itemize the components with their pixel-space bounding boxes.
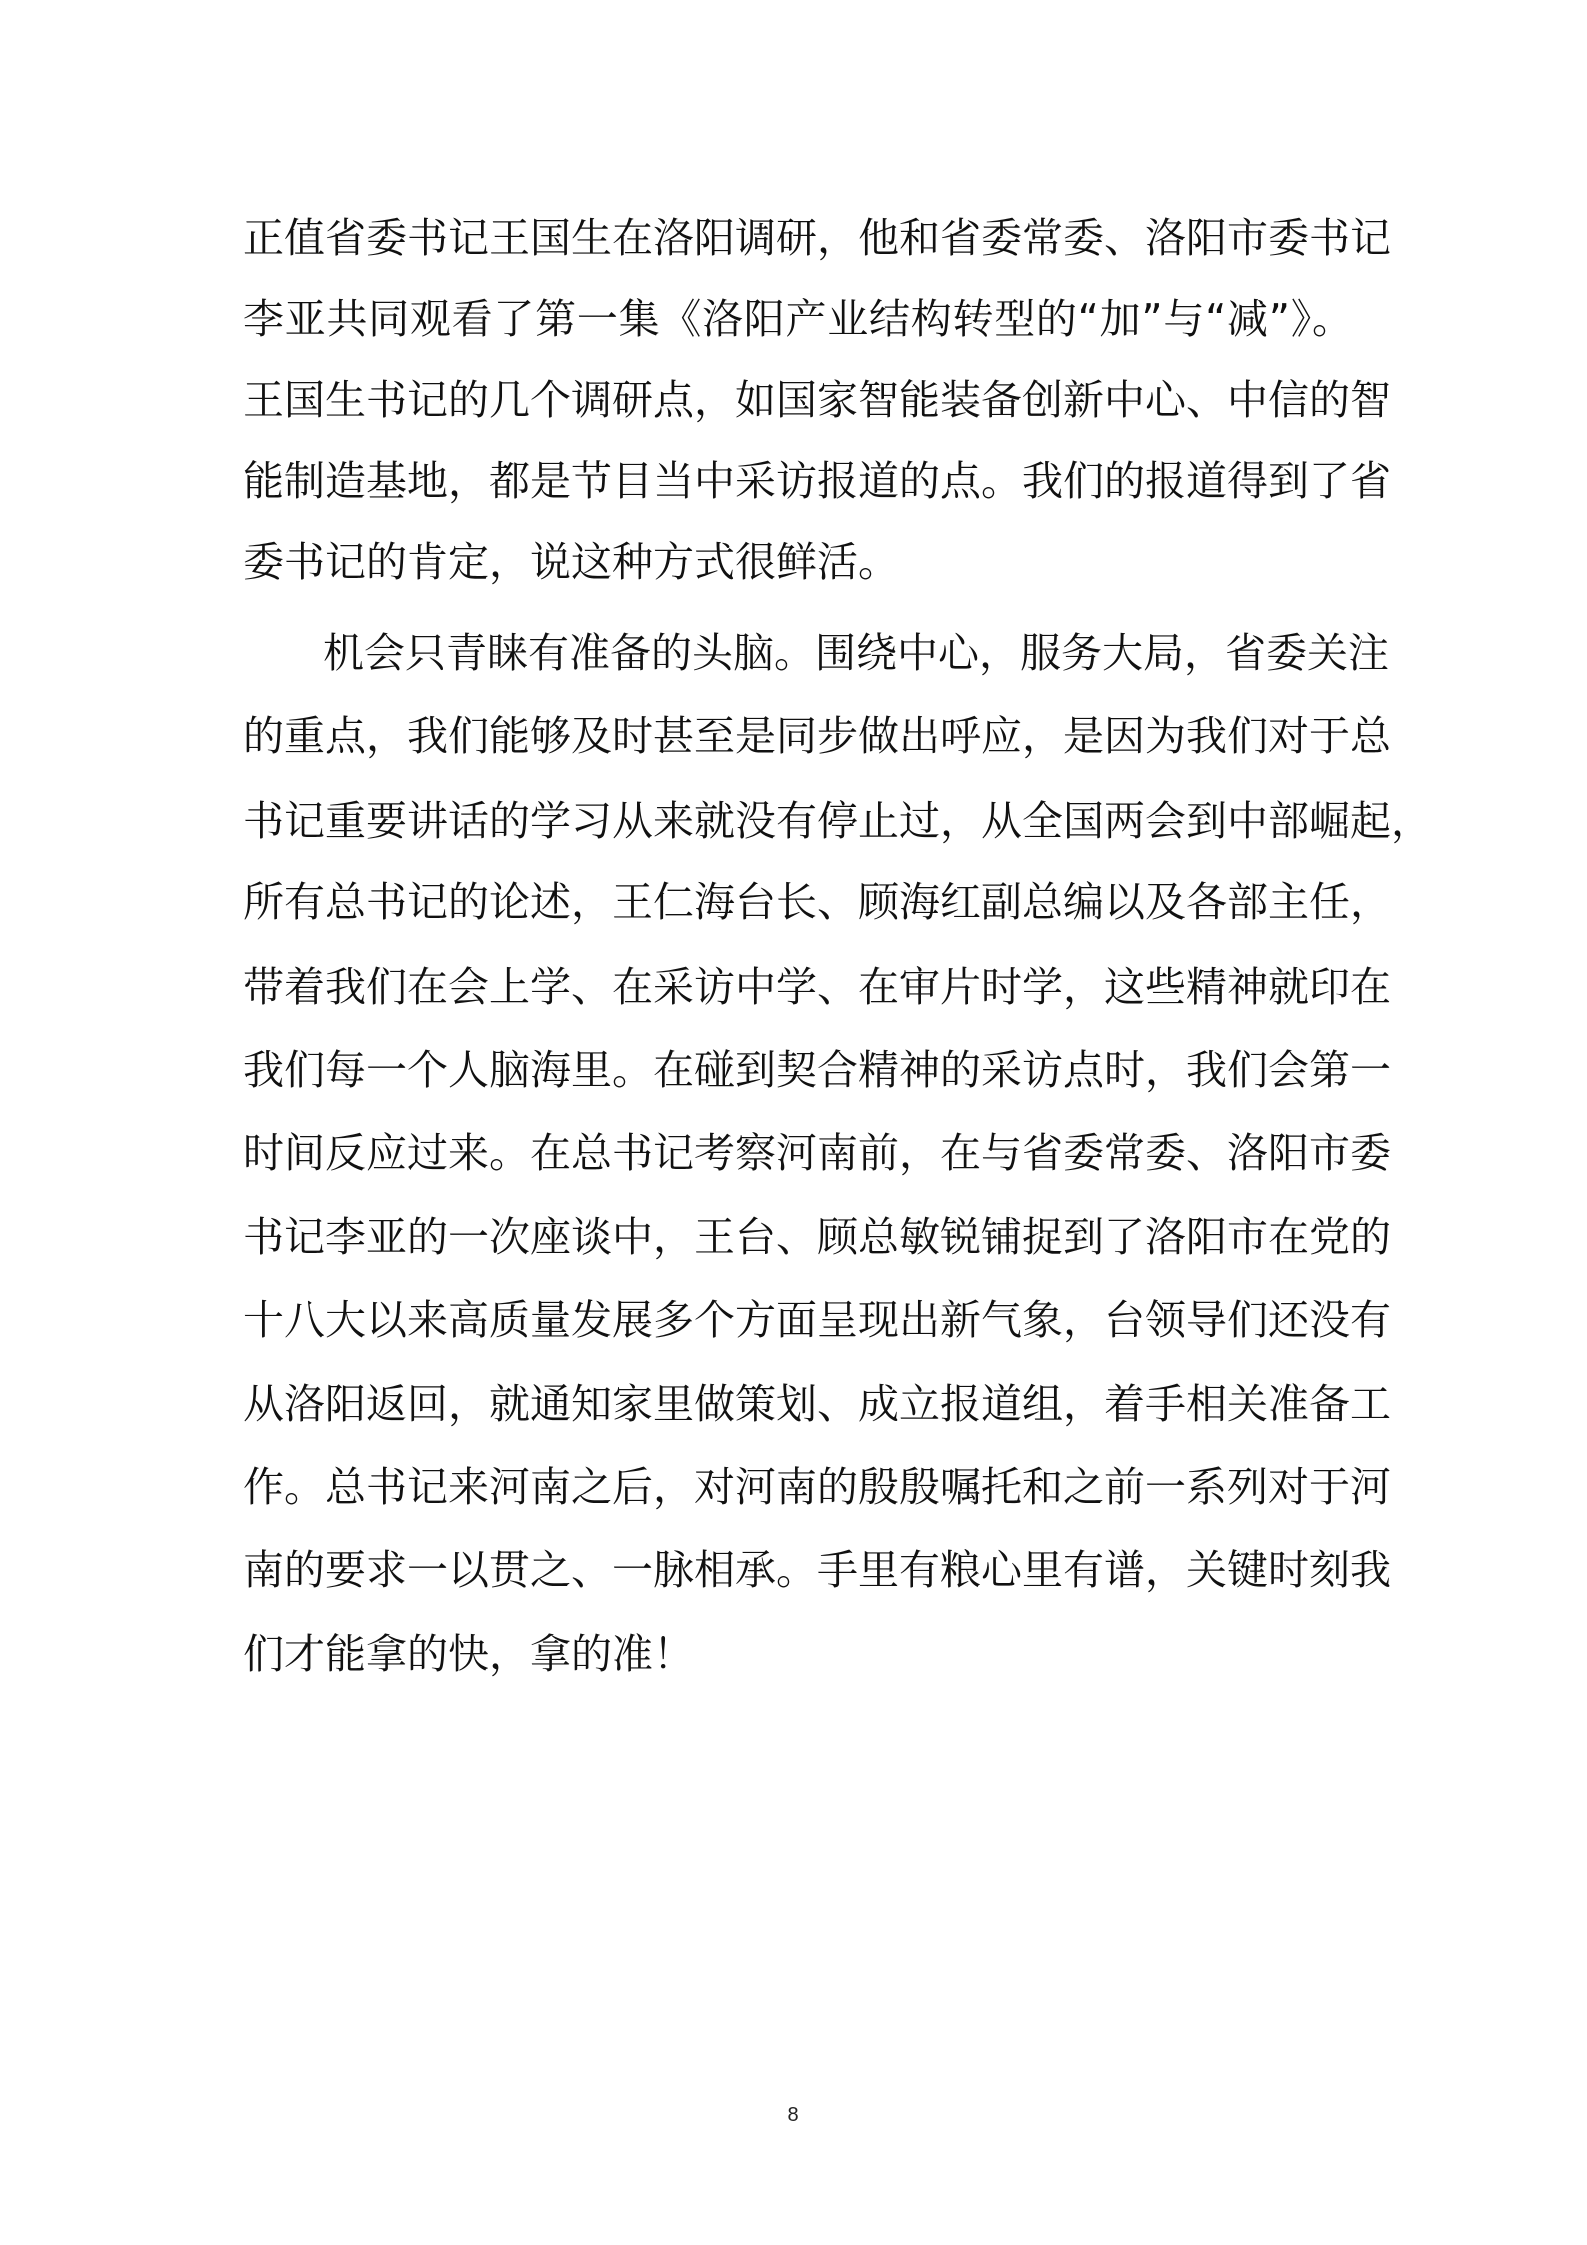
text-line: 作。总书记来河南之后，对河南的殷殷嘱托和之前一系列对于河	[243, 1463, 1391, 1511]
text-line: 我们每一个人脑海里。在碰到契合精神的采访点时，我们会第一	[243, 1046, 1391, 1094]
text-line: 从洛阳返回，就通知家里做策划、成立报道组，着手相关准备工	[243, 1380, 1391, 1428]
text-line: 书记李亚的一次座谈中，王台、顾总敏锐铺捉到了洛阳市在党的	[243, 1213, 1391, 1261]
text-line: 们才能拿的快，拿的准！	[243, 1630, 694, 1678]
text-line: 带着我们在会上学、在采访中学、在审片时学，这些精神就印在	[243, 963, 1391, 1011]
text-line: 委书记的肯定，说这种方式很鲜活。	[243, 538, 899, 586]
text-line: 的重点，我们能够及时甚至是同步做出呼应，是因为我们对于总	[243, 712, 1391, 760]
text-line: 南的要求一以贯之、一脉相承。手里有粮心里有谱，关键时刻我	[243, 1546, 1391, 1594]
text-line: 王国生书记的几个调研点，如国家智能装备创新中心、中信的智	[243, 376, 1391, 424]
text-line: 所有总书记的论述，王仁海台长、顾海红副总编以及各部主任，	[243, 878, 1391, 926]
page-number: 8	[787, 2104, 799, 2126]
text-line: 十八大以来高质量发展多个方面呈现出新气象，台领导们还没有	[243, 1296, 1391, 1344]
text-line: 正值省委书记王国生在洛阳调研，他和省委常委、洛阳市委书记	[243, 214, 1391, 262]
text-line: 能制造基地，都是节目当中采访报道的点。我们的报道得到了省	[243, 457, 1391, 505]
text-line: 时间反应过来。在总书记考察河南前，在与省委常委、洛阳市委	[243, 1129, 1391, 1177]
text-line: 机会只青睐有准备的头脑。围绕中心，服务大局，省委关注	[323, 629, 1389, 677]
text-line: 李亚共同观看了第一集《洛阳产业结构转型的“加”与“减”》。	[243, 295, 1353, 343]
text-line: 书记重要讲话的学习从来就没有停止过，从全国两会到中部崛起，	[243, 797, 1432, 845]
